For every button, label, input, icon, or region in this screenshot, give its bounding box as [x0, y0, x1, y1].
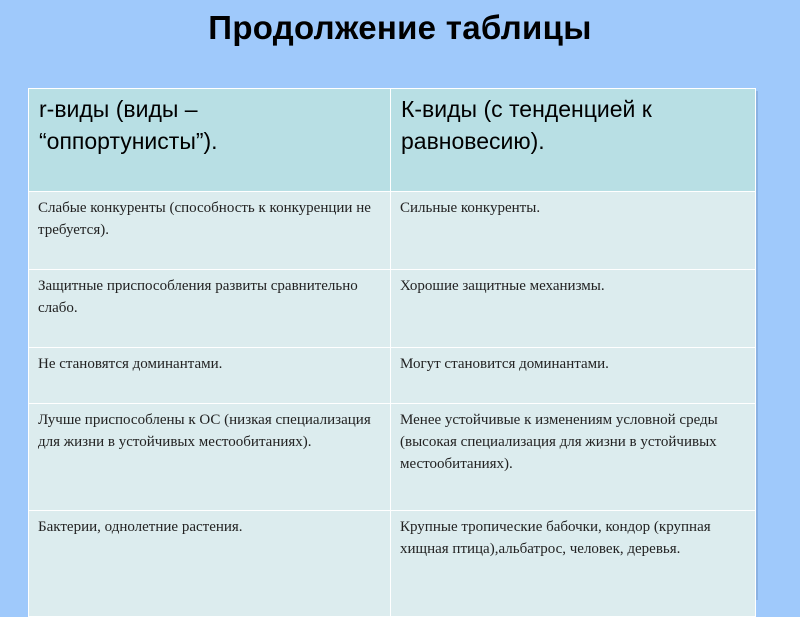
table-row — [29, 192, 756, 270]
table-cell-k: Менее устойчивые к изменениям условной среды (высокая специализация для жизни в устойчивых местообитаниях). — [391, 404, 756, 511]
header-r-species: r-виды (виды – “оппортунисты”). — [29, 89, 391, 192]
table-cell-k: Крупные тропические бабочки, кондор (крупная хищная птица),альбатрос, человек, деревья. — [391, 511, 756, 617]
table-cell-r: Лучше приспособлены к ОС (низкая специализация для жизни в устойчивых местообитаниях). — [29, 404, 391, 511]
comparison-table — [28, 88, 756, 617]
table-row — [29, 404, 756, 511]
table-cell-r: Защитные приспособления развиты сравнительно слабо. — [29, 270, 391, 348]
table-cell-k: Могут становится доминантами. — [391, 348, 756, 404]
table-row — [29, 511, 756, 617]
header-k-species: К-виды (с тенденцией к равновесию). — [391, 89, 756, 192]
table-cell-r: Не становятся доминантами. — [29, 348, 391, 404]
table-row — [29, 348, 756, 404]
table-cell-r: Бактерии, однолетние растения. — [29, 511, 391, 617]
table-row — [29, 270, 756, 348]
table-cell-k: Сильные конкуренты. — [391, 192, 756, 270]
table-header-row — [29, 89, 756, 192]
table-cell-r: Слабые конкуренты (способность к конкуренции не требуется). — [29, 192, 391, 270]
slide-title: Продолжение таблицы — [208, 9, 592, 46]
table-cell-k: Хорошие защитные механизмы. — [391, 270, 756, 348]
